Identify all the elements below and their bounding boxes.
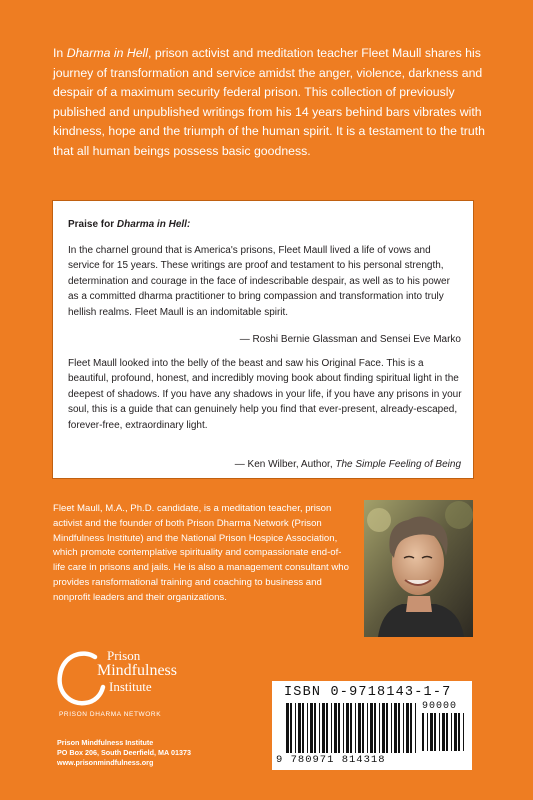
praise-quote-2: Fleet Maull looked into the belly of the beast and saw his Original Face. This is a beautiful, profound, honest, and incredibly moving book about finding spiritual light in the deepest of shadows. If you have any shadows in your life, if you have any prisons in your soul, this is a guide that can genuinely help you find that ever-present, already-escaped, forever-free, extraordinary light. [68, 358, 462, 431]
isbn-barcode [272, 681, 472, 770]
publisher-website: www.prisonmindfulness.org [57, 758, 154, 767]
back-cover-blurb: In Dharma in Hell, prison activist and meditation teacher Fleet Maull shares his journey of transformation and service amidst the anger, violence, darkness and despair of a maximum security federal prison. This collection of previously published and unpublished writings from his 14 years behind bars vibrates with kindness, hope and the triumph of the human spirit. It is a testament to the truth that all human beings possess basic goodness. [53, 46, 486, 158]
praise-quote-1: In the charnel ground that is America's prisons, Fleet Maull lived a life of vows and service for 15 years. These writings are proof and testament to his personal strength, determination and courage in the face of indescribable despair, as well as to his power as a committed dharma practitioner to bring compassion and transformation into truly hellish realms. Fleet Maull is an indomitable spirit. [68, 245, 450, 318]
isbn-label: ISBN 0-9718143-1-7 [284, 685, 452, 700]
author-bio: Fleet Maull, M.A., Ph.D. candidate, is a meditation teacher, prison activist and the founder of both Prison Dharma Network (Prison Mindfulness Institute) and the National Prison Hospice Association, which promote contemplative spirituality and compassionate end-of-life care in prisons and jails. He is also a management consultant who provides ransformational training and coaching to business and nonprofit leaders and their organizations. [53, 503, 349, 603]
book-title: Dharma in Hell [66, 46, 149, 60]
barcode-number: 9 780971 814318 [276, 754, 386, 766]
author-photo [364, 500, 473, 637]
praise-box [52, 200, 474, 479]
prison-mindfulness-logo [55, 647, 225, 727]
price-code-label: 90000 [422, 701, 458, 712]
publisher-info [57, 738, 191, 768]
praise-attribution-1: — Roshi Bernie Glassman and Sensei Eve Marko [239, 334, 461, 345]
publisher-name: Prison Mindfulness Institute [57, 738, 154, 747]
ean-barcode-bars [286, 703, 416, 753]
publisher-address: PO Box 206, South Deerfield, MA 01373 [57, 748, 191, 757]
logo-wordmark: Prison Mindfulness Institute [97, 648, 177, 694]
praise-heading: Praise for Dharma in Hell: [68, 219, 191, 230]
logo-network-label: PRISON DHARMA NETWORK [59, 711, 162, 718]
price-barcode-bars [422, 713, 466, 751]
praise-attribution-2: — Ken Wilber, Author, The Simple Feeling of Being [234, 459, 461, 470]
